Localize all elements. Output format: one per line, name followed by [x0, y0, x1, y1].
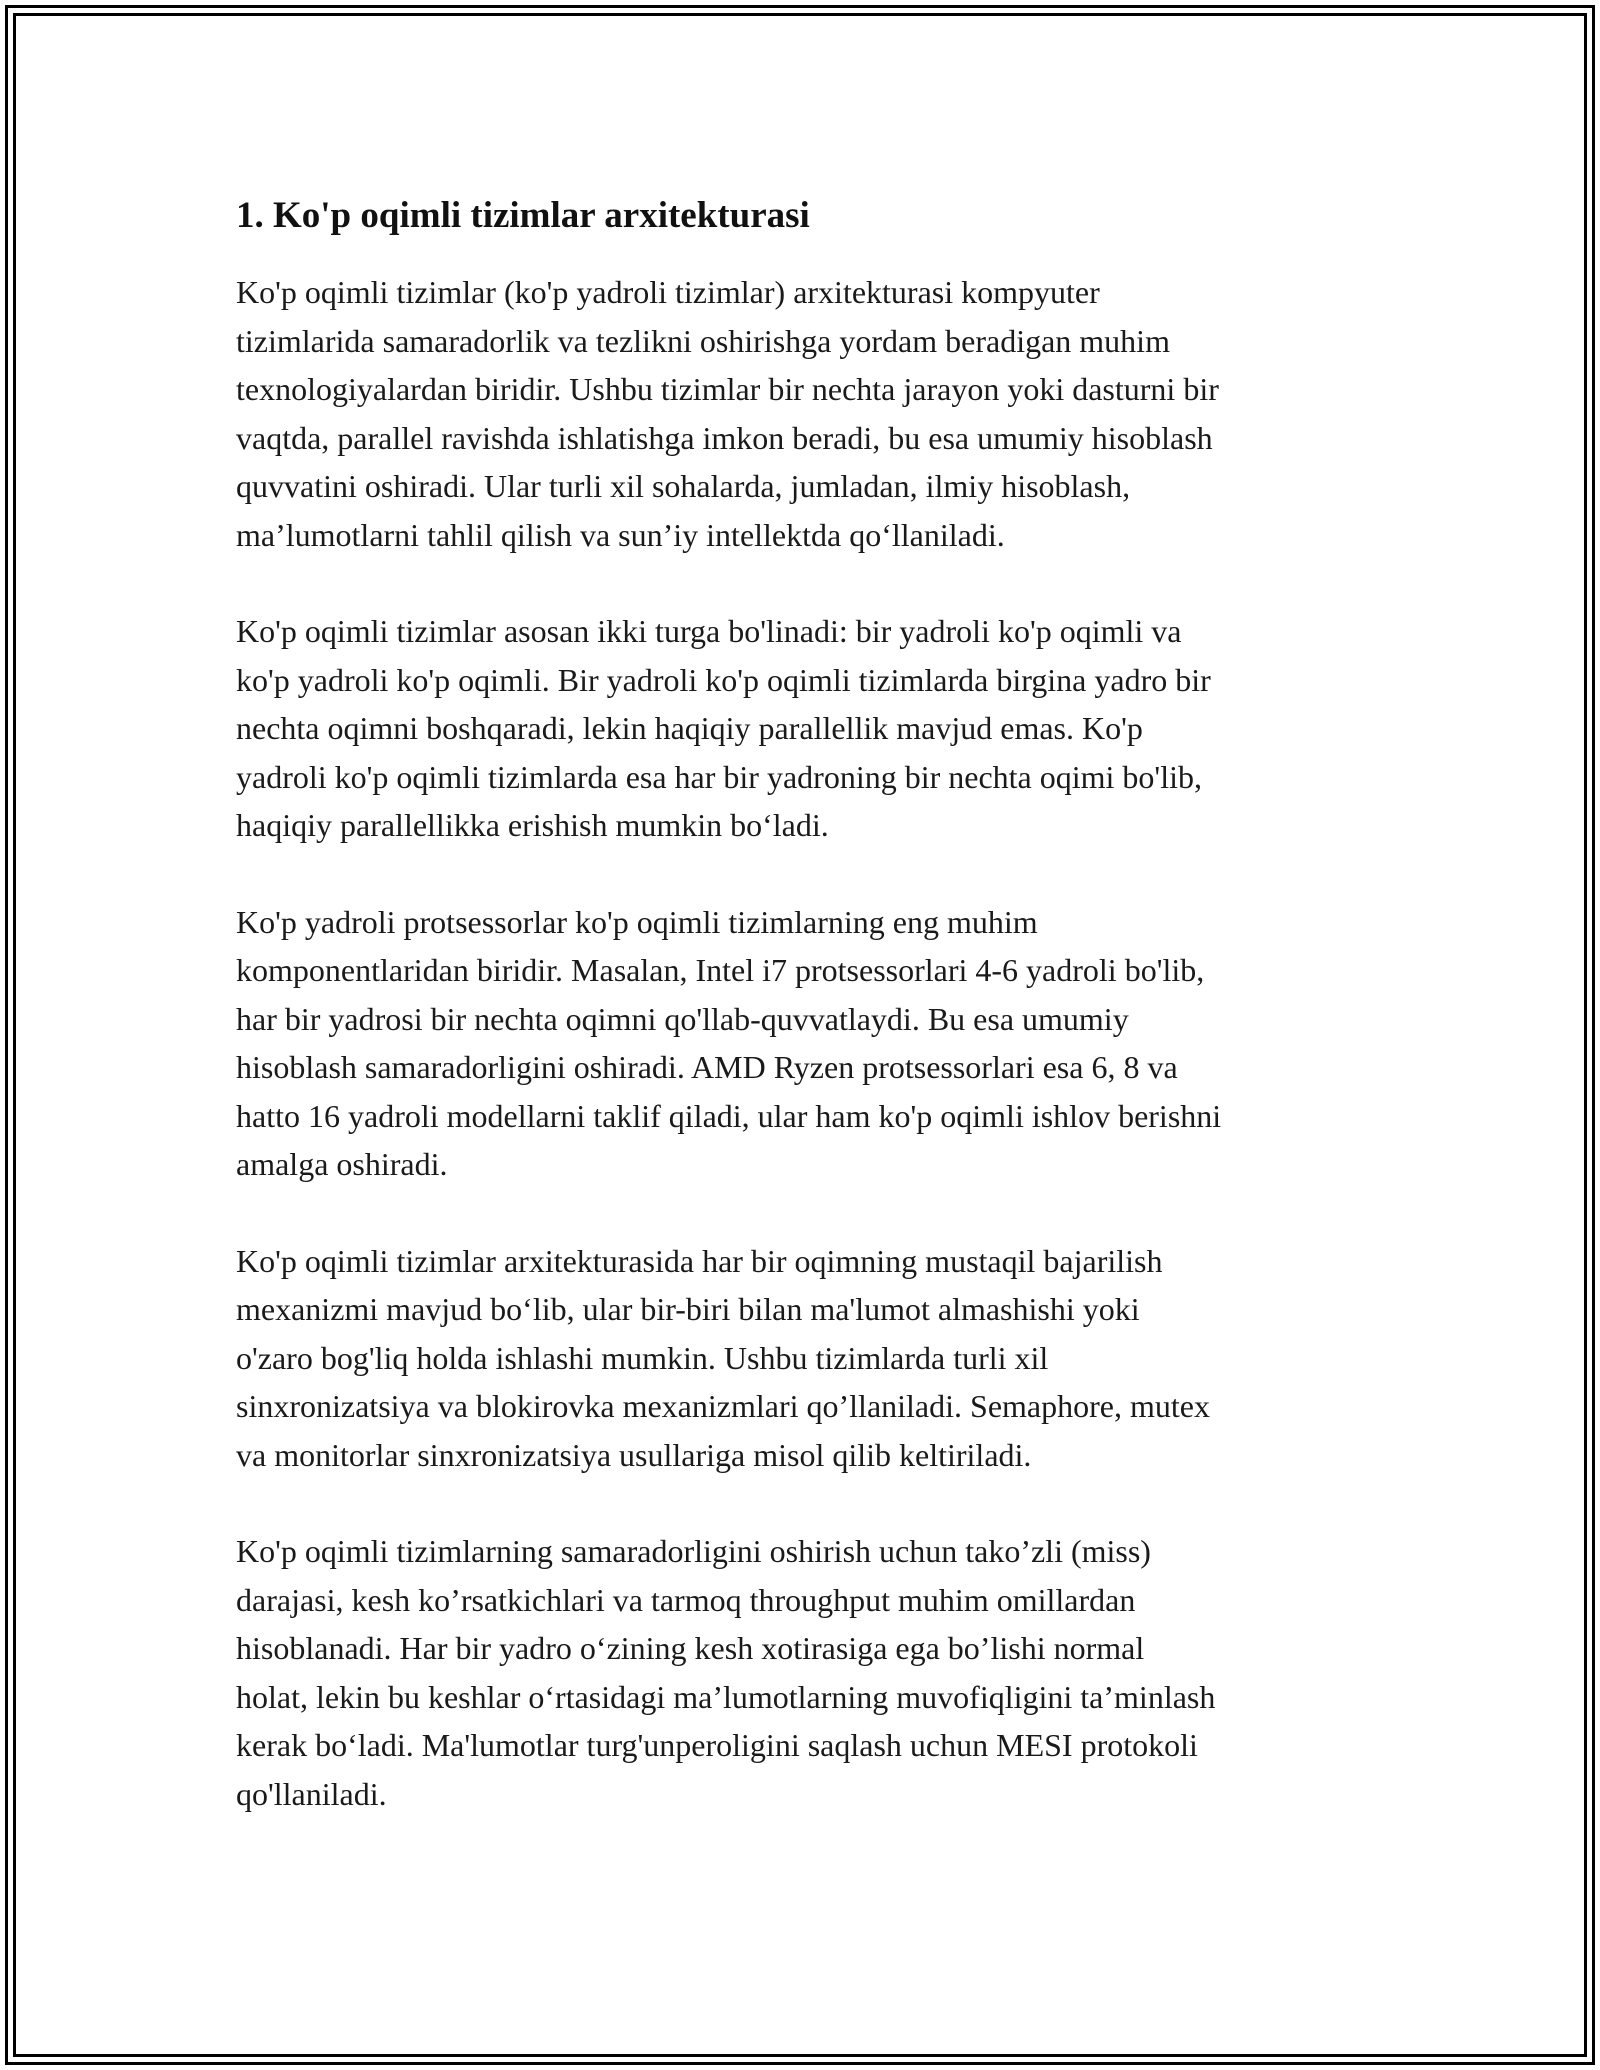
text-line: hisoblanadi. Har bir yadro o‘zining kesh xotirasiga ega bo’lishi normal — [236, 1630, 1145, 1666]
text-line: hisoblash samaradorligini oshiradi. AMD Ryzen protsessorlari esa 6, 8 va — [236, 1049, 1178, 1085]
text-line: holat, lekin bu keshlar o‘rtasidagi ma’lumotlarning muvofiqligini ta’minlash — [236, 1678, 1216, 1715]
text-line: sinxronizatsiya va blokirovka mexanizmlari qo’llaniladi. Semaphore, mutex — [236, 1388, 1210, 1424]
text-line: nechta oqimni boshqaradi, lekin haqiqiy parallellik mavjud emas. Ko'p — [236, 710, 1143, 746]
text-line: ma’lumotlarni tahlil qilish va sun’iy intellektda qo‘llaniladi. — [236, 516, 1005, 553]
text-line: o'zaro bog'liq holda ishlashi mumkin. Ushbu tizimlarda turli xil — [236, 1339, 1049, 1376]
text-line: komponentlaridan biridir. Masalan, Intel i7 protsessorlari 4-6 yadroli bo'lib, — [236, 952, 1205, 988]
text-line: har bir yadrosi bir nechta oqimni qo'llab-quvvatlaydi. Bu esa umumiy — [236, 1000, 1129, 1037]
paragraph-processors — [236, 898, 1366, 1189]
text-line: Ko'p oqimli tizimlar (ko'p yadroli tizimlar) arxitekturasi kompyuter — [236, 274, 1100, 310]
paragraph-cache — [236, 1527, 1366, 1818]
section-heading: 1. Ko'p oqimli tizimlar arxitekturasi — [236, 195, 810, 236]
text-line: amalga oshiradi. — [236, 1146, 448, 1182]
text-line: Ko'p oqimli tizimlar arxitekturasida har bir oqimning mustaqil bajarilish — [236, 1242, 1163, 1279]
text-line: mexanizmi mavjud bo‘lib, ular bir-biri bilan ma'lumot almashishi yoki — [236, 1291, 1140, 1327]
text-line: qo'llaniladi. — [236, 1775, 387, 1812]
text-line: hatto 16 yadroli modellarni taklif qiladi, ular ham ko'p oqimli ishlov berishni — [236, 1097, 1222, 1134]
document-body — [236, 186, 1366, 1866]
text-line: texnologiyalardan biridir. Ushbu tizimlar bir nechta jarayon yoki dasturni bir — [236, 371, 1219, 407]
text-line: darajasi, kesh ko’rsatkichlari va tarmoq throughput muhim omillardan — [236, 1581, 1136, 1618]
text-line: vaqtda, parallel ravishda ishlatishga imkon beradi, bu esa umumiy hisoblash — [236, 419, 1213, 456]
text-line: va monitorlar sinxronizatsiya usullariga misol qilib keltiriladi. — [236, 1436, 1032, 1473]
paragraph-types — [236, 607, 1366, 850]
text-line: yadroli ko'p oqimli tizimlarda esa har bir yadroning bir nechta oqimi bo'lib, — [236, 758, 1202, 795]
text-line: haqiqiy parallellikka erishish mumkin bo‘ladi. — [236, 807, 829, 843]
paragraph-synchronization — [236, 1237, 1366, 1480]
text-line: Ko'p yadroli protsessorlar ko'p oqimli tizimlarning eng muhim — [236, 903, 1038, 940]
text-line: ko'p yadroli ko'p oqimli. Bir yadroli ko'p oqimli tizimlarda birgina yadro bir — [236, 661, 1211, 698]
text-line: tizimlarida samaradorlik va tezlikni oshirishga yordam beradigan muhim — [236, 322, 1170, 359]
text-line: Ko'p oqimli tizimlarning samaradorligini oshirish uchun tako’zli (miss) — [236, 1533, 1151, 1569]
text-line: quvvatini oshiradi. Ular turli xil sohalarda, jumladan, ilmiy hisoblash, — [236, 468, 1131, 504]
paragraph-intro — [236, 268, 1366, 559]
text-line: Ko'p oqimli tizimlar asosan ikki turga bo'linadi: bir yadroli ko'p oqimli va — [236, 613, 1182, 649]
text-line: kerak bo‘ladi. Ma'lumotlar turg'unperoligini saqlash uchun MESI protokoli — [236, 1727, 1198, 1763]
